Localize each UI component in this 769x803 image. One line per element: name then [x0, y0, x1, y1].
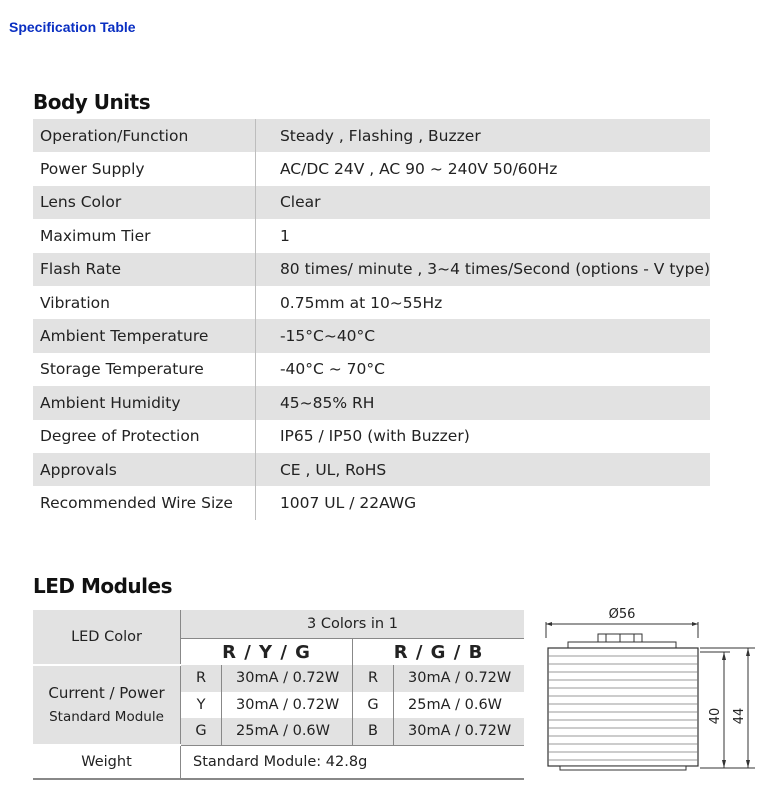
three-colors-header: 3 Colors in 1 — [181, 610, 525, 639]
led-modules-table — [33, 610, 524, 780]
body-units-row — [33, 319, 710, 352]
value-right: 25mA / 0.6W — [394, 692, 524, 719]
channel-left: G — [181, 718, 222, 745]
arrow-up-icon — [746, 648, 750, 656]
spec-value: -15°C~40°C — [255, 319, 710, 352]
spec-value: 1 — [279, 226, 290, 245]
spec-value: 80 times/ minute , 3~4 times/Second (options - V type) — [255, 253, 710, 286]
page-title: Specification Table — [9, 19, 136, 35]
spec-value: IP65 / IP50 (with Buzzer) — [279, 427, 470, 446]
group-rgb-header: R / G / B — [353, 639, 524, 666]
body-units-row — [33, 386, 710, 419]
arrow-right-icon — [692, 622, 698, 626]
spec-value: AC/DC 24V , AC 90 ~ 240V 50/60Hz — [279, 160, 558, 179]
height-inner-label: 40 — [708, 707, 723, 725]
channel-right: B — [353, 718, 394, 745]
body-units-row — [33, 186, 710, 219]
arrow-up-icon — [722, 652, 726, 660]
weight-value: Standard Module: 42.8g — [181, 745, 525, 779]
spec-label: Degree of Protection — [33, 420, 255, 453]
body-units-row — [33, 453, 710, 486]
spec-label: Maximum Tier — [33, 219, 255, 252]
value-left: 30mA / 0.72W — [222, 692, 353, 719]
body-units-row — [33, 486, 710, 519]
body-units-row — [33, 420, 710, 453]
spec-value: 0.75mm at 10~55Hz — [279, 293, 443, 312]
spec-label: Storage Temperature — [33, 353, 255, 386]
spec-value: Clear — [255, 186, 710, 219]
arrow-down-icon — [746, 760, 750, 768]
body-units-row — [33, 119, 710, 152]
spec-value: 1007 UL / 22AWG — [279, 493, 417, 512]
body-units-row — [33, 286, 710, 319]
spec-value: -40°C ~ 70°C — [279, 360, 385, 379]
spec-label: Operation/Function — [33, 119, 255, 152]
value-left: 30mA / 0.72W — [222, 665, 353, 692]
spec-value: CE , UL, RoHS — [255, 453, 710, 486]
module-base — [560, 766, 686, 770]
spec-label: Vibration — [33, 286, 255, 319]
channel-right: G — [353, 692, 394, 719]
value-left: 25mA / 0.6W — [222, 718, 353, 745]
diameter-label: Ø56 — [608, 607, 636, 622]
spec-label: Recommended Wire Size — [33, 486, 255, 519]
standard-module-text: Standard Module — [49, 709, 164, 725]
channel-left: R — [181, 665, 222, 692]
module-cap — [568, 642, 676, 648]
led-color-label: LED Color — [33, 610, 181, 665]
spec-label: Power Supply — [33, 152, 255, 185]
spec-label: Ambient Humidity — [33, 386, 255, 419]
current-power-text: Current / Power — [48, 684, 165, 702]
group-ryg-header: R / Y / G — [181, 639, 353, 666]
led-modules-title: LED Modules — [33, 574, 172, 598]
spec-label: Lens Color — [33, 186, 255, 219]
arrow-down-icon — [722, 760, 726, 768]
body-units-title: Body Units — [33, 90, 151, 114]
spec-value: Steady , Flashing , Buzzer — [255, 119, 710, 152]
module-dimension-drawing — [540, 600, 765, 780]
channel-left: Y — [181, 692, 222, 719]
body-units-row — [33, 253, 710, 286]
body-units-row — [33, 152, 710, 185]
value-right: 30mA / 0.72W — [394, 665, 524, 692]
body-units-row — [33, 219, 710, 252]
height-outer-label: 44 — [732, 707, 747, 725]
module-body — [548, 648, 698, 766]
spec-label: Flash Rate — [33, 253, 255, 286]
arrow-left-icon — [546, 622, 552, 626]
body-units-row — [33, 353, 710, 386]
spec-value: 45~85% RH — [255, 386, 710, 419]
value-right: 30mA / 0.72W — [394, 718, 524, 745]
spec-label: Ambient Temperature — [33, 319, 255, 352]
spec-label: Approvals — [33, 453, 255, 486]
body-units-table — [33, 119, 710, 520]
current-power-label — [33, 665, 181, 745]
weight-label: Weight — [33, 745, 181, 779]
channel-right: R — [353, 665, 394, 692]
